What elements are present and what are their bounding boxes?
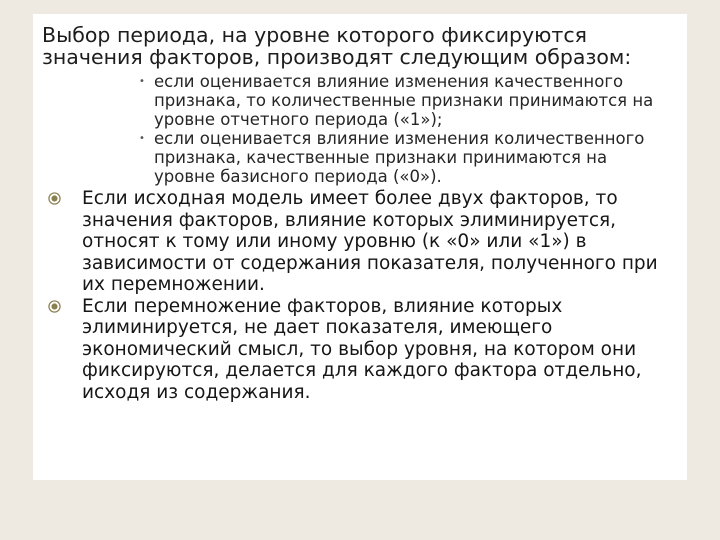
main-bullet-text: Если перемножение факторов, влияние которых элиминируется, не дает показателя, имеющего экономический смысл, то выбор уровня, на котором они фиксируются, делается для каждого фактора отдельно, исходя из содержания.	[82, 295, 642, 403]
main-bullet-text: Если исходная модель имеет более двух факторов, то значения факторов, влияние которых элиминируется, относят к тому или иному уровню (к «0» или «1») в зависимости от содержания показателя, полученного при их перемножении.	[82, 188, 658, 295]
sub-bullet-text: если оценивается влияние изменения качественного признака, то количественные признаки принимаются на уровне отчетного периода («1»);	[154, 72, 654, 129]
sub-bullet-item	[139, 72, 667, 129]
sub-bullet-list	[42, 72, 667, 186]
intro-paragraph: Выбор периода, на уровне которого фиксируются значения факторов, производят следующим образом:	[42, 23, 632, 69]
main-bullet-list	[42, 188, 667, 403]
small-dot-bullet-icon: •	[139, 133, 145, 144]
main-bullet-item	[82, 296, 667, 404]
sub-bullet-text: если оценивается влияние изменения количественного признака, качественные признаки принимаются на уровне базисного периода («0»).	[154, 129, 645, 186]
sub-bullet-item	[139, 129, 667, 186]
small-dot-bullet-icon: •	[139, 76, 145, 87]
target-circle-bullet-icon	[48, 300, 61, 313]
content-panel	[33, 14, 687, 480]
target-circle-bullet-icon	[48, 192, 61, 205]
main-bullet-item	[82, 188, 667, 296]
